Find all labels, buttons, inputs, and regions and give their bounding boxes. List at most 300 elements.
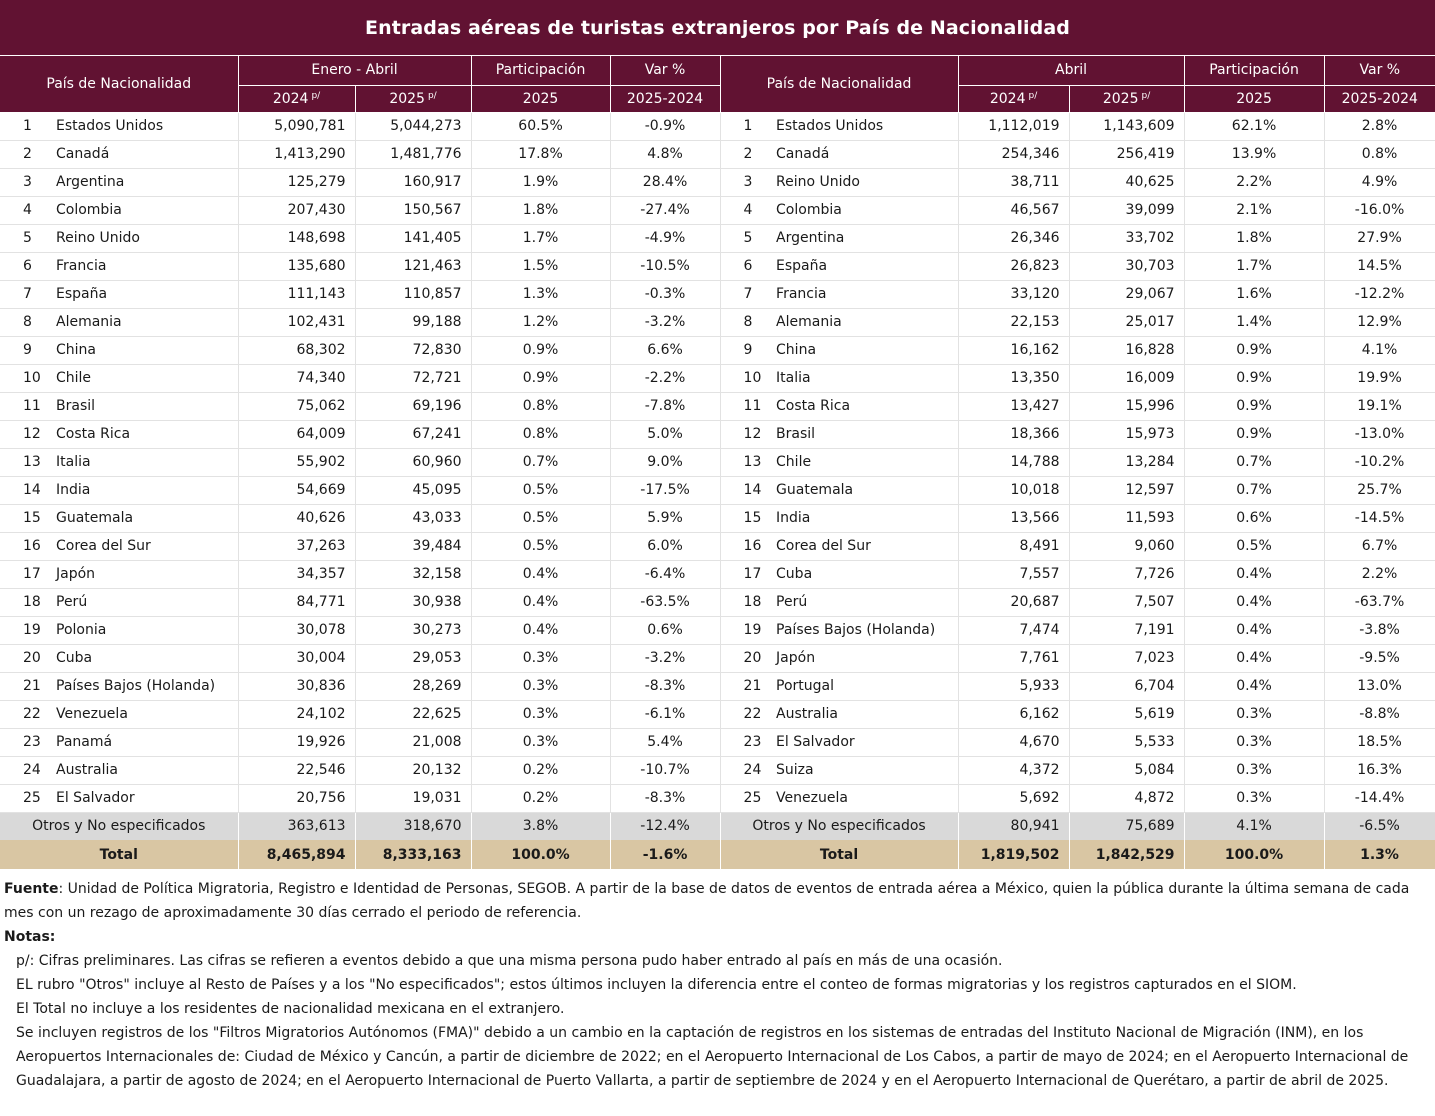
country-cell-left: Francia xyxy=(52,252,238,280)
variation-cell-right: -14.4% xyxy=(1324,784,1435,812)
share-cell-left: 0.3% xyxy=(471,728,610,756)
country-cell-right: Corea del Sur xyxy=(772,532,958,560)
country-cell-left: Chile xyxy=(52,364,238,392)
country-cell-left: Alemania xyxy=(52,308,238,336)
value-2024-cell-right: 7,474 xyxy=(958,616,1069,644)
rank-cell-right: 16 xyxy=(720,532,772,560)
rank-cell-left: 16 xyxy=(0,532,52,560)
variation-cell-left: 6.6% xyxy=(610,336,720,364)
variation-cell-left: -10.7% xyxy=(610,756,720,784)
rank-cell-left: 3 xyxy=(0,168,52,196)
value-2024-cell-left: 125,279 xyxy=(238,168,355,196)
value-2025-cell-left: 28,269 xyxy=(355,672,471,700)
table-footer xyxy=(0,812,1435,869)
value-2024-cell-right: 13,566 xyxy=(958,504,1069,532)
header-year-2025-right: 2025 $^{p/}$ xyxy=(1069,85,1184,112)
value-2024-cell-right: 13,350 xyxy=(958,364,1069,392)
share-cell-right: 0.4% xyxy=(1184,560,1324,588)
table-row xyxy=(0,140,1435,168)
rank-cell-left: 21 xyxy=(0,672,52,700)
country-cell-right: India xyxy=(772,504,958,532)
table-row xyxy=(0,448,1435,476)
variation-cell-left: -6.4% xyxy=(610,560,720,588)
source-text: : Unidad de Política Migratoria, Registro e Identidad de Personas, SEGOB. A partir de la base de datos de eventos de entrada aérea a México, quien la pública durante la última semana de cada mes con un rezago de aproximadamente 30 días cerrado el periodo de referencia. xyxy=(4,881,1410,921)
country-cell-left: Perú xyxy=(52,588,238,616)
share-cell-left: 0.2% xyxy=(471,756,610,784)
total-share-right: 100.0% xyxy=(1184,840,1324,869)
country-cell-right: Portugal xyxy=(772,672,958,700)
variation-cell-left: -7.8% xyxy=(610,392,720,420)
share-cell-right: 2.1% xyxy=(1184,196,1324,224)
variation-cell-right: 13.0% xyxy=(1324,672,1435,700)
others-row xyxy=(0,812,1435,840)
header-variation-years-right: 2025-2024 xyxy=(1324,85,1435,112)
notes-section xyxy=(0,869,1435,1093)
country-cell-left: India xyxy=(52,476,238,504)
value-2025-cell-right: 256,419 xyxy=(1069,140,1184,168)
value-2024-cell-left: 74,340 xyxy=(238,364,355,392)
value-2024-cell-left: 1,413,290 xyxy=(238,140,355,168)
variation-cell-left: -8.3% xyxy=(610,784,720,812)
rank-cell-left: 15 xyxy=(0,504,52,532)
header-participation-year-left: 2025 xyxy=(471,85,610,112)
value-2025-cell-right: 1,143,609 xyxy=(1069,112,1184,140)
country-cell-right: España xyxy=(772,252,958,280)
rank-cell-right: 14 xyxy=(720,476,772,504)
value-2024-cell-right: 20,687 xyxy=(958,588,1069,616)
country-cell-left: Estados Unidos xyxy=(52,112,238,140)
rank-cell-right: 21 xyxy=(720,672,772,700)
variation-cell-right: 14.5% xyxy=(1324,252,1435,280)
value-2025-cell-right: 7,023 xyxy=(1069,644,1184,672)
country-cell-left: China xyxy=(52,336,238,364)
value-2024-cell-left: 111,143 xyxy=(238,280,355,308)
value-2025-cell-left: 45,095 xyxy=(355,476,471,504)
total-label-right: Total xyxy=(720,840,958,869)
share-cell-right: 0.3% xyxy=(1184,784,1324,812)
share-cell-right: 0.7% xyxy=(1184,448,1324,476)
rank-cell-left: 13 xyxy=(0,448,52,476)
value-2025-cell-right: 12,597 xyxy=(1069,476,1184,504)
others-var-left: -12.4% xyxy=(610,812,720,840)
share-cell-left: 0.3% xyxy=(471,644,610,672)
variation-cell-right: -10.2% xyxy=(1324,448,1435,476)
rank-cell-right: 5 xyxy=(720,224,772,252)
variation-cell-left: 28.4% xyxy=(610,168,720,196)
share-cell-right: 0.3% xyxy=(1184,700,1324,728)
value-2025-cell-left: 99,188 xyxy=(355,308,471,336)
rank-cell-right: 24 xyxy=(720,756,772,784)
value-2025-cell-left: 110,857 xyxy=(355,280,471,308)
value-2024-cell-right: 38,711 xyxy=(958,168,1069,196)
header-participation-left: Participación xyxy=(471,56,610,85)
share-cell-right: 0.4% xyxy=(1184,644,1324,672)
value-2024-cell-right: 4,372 xyxy=(958,756,1069,784)
variation-cell-left: 6.0% xyxy=(610,532,720,560)
value-2025-cell-right: 6,704 xyxy=(1069,672,1184,700)
value-2024-cell-right: 7,761 xyxy=(958,644,1069,672)
variation-cell-right: 2.2% xyxy=(1324,560,1435,588)
value-2025-cell-right: 5,619 xyxy=(1069,700,1184,728)
others-2025-right: 75,689 xyxy=(1069,812,1184,840)
value-2025-cell-right: 11,593 xyxy=(1069,504,1184,532)
rank-cell-left: 24 xyxy=(0,756,52,784)
rank-cell-left: 5 xyxy=(0,224,52,252)
share-cell-right: 0.9% xyxy=(1184,420,1324,448)
country-cell-right: Argentina xyxy=(772,224,958,252)
country-cell-right: Francia xyxy=(772,280,958,308)
country-cell-left: Brasil xyxy=(52,392,238,420)
rank-cell-left: 25 xyxy=(0,784,52,812)
share-cell-left: 1.7% xyxy=(471,224,610,252)
others-share-right: 4.1% xyxy=(1184,812,1324,840)
note-item: p/: Cifras preliminares. Las cifras se refieren a eventos debido a que una misma persona pudo haber entrado al país en más de una ocasión. xyxy=(16,953,1003,969)
country-cell-right: Cuba xyxy=(772,560,958,588)
value-2024-cell-left: 207,430 xyxy=(238,196,355,224)
value-2025-cell-right: 7,726 xyxy=(1069,560,1184,588)
rank-cell-left: 8 xyxy=(0,308,52,336)
prelim-mark: p/ xyxy=(1141,90,1151,101)
rank-cell-right: 19 xyxy=(720,616,772,644)
share-cell-right: 0.4% xyxy=(1184,616,1324,644)
country-cell-left: Países Bajos (Holanda) xyxy=(52,672,238,700)
share-cell-right: 13.9% xyxy=(1184,140,1324,168)
note-item: El Total no incluye a los residentes de nacionalidad mexicana en el extranjero. xyxy=(16,1001,565,1017)
variation-cell-left: 9.0% xyxy=(610,448,720,476)
total-var-right: 1.3% xyxy=(1324,840,1435,869)
table-row xyxy=(0,224,1435,252)
country-cell-right: Italia xyxy=(772,364,958,392)
value-2024-cell-left: 40,626 xyxy=(238,504,355,532)
note-item: Se incluyen registros de los "Filtros Migratorios Autónomos (FMA)" debido a un cambio en la captación de registros en los sistemas de entradas del Instituto Nacional de Migración (INM), en los Aeropuertos Internacionales de: Ciudad de México y Cancún, a partir de diciembre de 2022; en el Aeropuerto Internacional de Los Cabos, a partir de mayo de 2024; en el Aeropuerto Internacional de Guadalajara, a partir de agosto de 2024; en el Aeropuerto Internacional de Puerto Vallarta, a partir de septiembre de 2024 y en el Aeropuerto Internacional de Querétaro, a partir de abril de 2025. xyxy=(16,1025,1409,1089)
value-2024-cell-right: 16,162 xyxy=(958,336,1069,364)
header-country-left: País de Nacionalidad xyxy=(0,56,238,112)
value-2024-cell-right: 4,670 xyxy=(958,728,1069,756)
share-cell-left: 1.5% xyxy=(471,252,610,280)
rank-cell-left: 17 xyxy=(0,560,52,588)
rank-cell-right: 25 xyxy=(720,784,772,812)
country-cell-right: Guatemala xyxy=(772,476,958,504)
share-cell-left: 0.4% xyxy=(471,616,610,644)
table-row xyxy=(0,420,1435,448)
variation-cell-right: -13.0% xyxy=(1324,420,1435,448)
variation-cell-left: -8.3% xyxy=(610,672,720,700)
country-cell-left: Japón xyxy=(52,560,238,588)
value-2025-cell-right: 33,702 xyxy=(1069,224,1184,252)
value-2025-cell-right: 16,009 xyxy=(1069,364,1184,392)
others-label-left: Otros y No especificados xyxy=(0,812,238,840)
country-cell-left: Australia xyxy=(52,756,238,784)
share-cell-right: 0.3% xyxy=(1184,728,1324,756)
rank-cell-right: 17 xyxy=(720,560,772,588)
tourist-arrivals-table xyxy=(0,56,1435,869)
note-item: EL rubro "Otros" incluye al Resto de Países y a los "No especificados"; estos últimos incluyen la diferencia entre el conteo de formas migratorias y los registros capturados en el SIOM. xyxy=(16,977,1297,993)
rank-cell-left: 4 xyxy=(0,196,52,224)
rank-cell-right: 12 xyxy=(720,420,772,448)
value-2024-cell-right: 10,018 xyxy=(958,476,1069,504)
others-2024-right: 80,941 xyxy=(958,812,1069,840)
rank-cell-right: 8 xyxy=(720,308,772,336)
others-2024-left: 363,613 xyxy=(238,812,355,840)
variation-cell-right: 6.7% xyxy=(1324,532,1435,560)
share-cell-left: 60.5% xyxy=(471,112,610,140)
variation-cell-right: 4.9% xyxy=(1324,168,1435,196)
value-2024-cell-left: 54,669 xyxy=(238,476,355,504)
country-cell-left: España xyxy=(52,280,238,308)
share-cell-left: 0.5% xyxy=(471,476,610,504)
share-cell-left: 0.4% xyxy=(471,560,610,588)
country-cell-left: Venezuela xyxy=(52,700,238,728)
value-2024-cell-right: 1,112,019 xyxy=(958,112,1069,140)
value-2025-cell-left: 1,481,776 xyxy=(355,140,471,168)
share-cell-right: 0.9% xyxy=(1184,392,1324,420)
value-2025-cell-left: 30,938 xyxy=(355,588,471,616)
source-key: Fuente xyxy=(4,881,59,897)
header-variation-right: Var % xyxy=(1324,56,1435,85)
value-2024-cell-right: 33,120 xyxy=(958,280,1069,308)
header-year-2024-right: 2024 $^{p/}$ xyxy=(958,85,1069,112)
header-year-2024-left: 2024 $^{p/}$ xyxy=(238,85,355,112)
value-2025-cell-left: 19,031 xyxy=(355,784,471,812)
country-cell-left: Italia xyxy=(52,448,238,476)
value-2024-cell-right: 18,366 xyxy=(958,420,1069,448)
rank-cell-right: 6 xyxy=(720,252,772,280)
header-year-2025-left: 2025 $^{p/}$ xyxy=(355,85,471,112)
total-row xyxy=(0,840,1435,869)
rank-cell-right: 18 xyxy=(720,588,772,616)
value-2025-cell-left: 43,033 xyxy=(355,504,471,532)
rank-cell-right: 7 xyxy=(720,280,772,308)
share-cell-right: 0.9% xyxy=(1184,364,1324,392)
share-cell-left: 0.8% xyxy=(471,392,610,420)
value-2025-cell-right: 9,060 xyxy=(1069,532,1184,560)
value-2024-cell-left: 30,836 xyxy=(238,672,355,700)
share-cell-right: 1.8% xyxy=(1184,224,1324,252)
table-row xyxy=(0,168,1435,196)
variation-cell-left: -0.3% xyxy=(610,280,720,308)
value-2024-cell-left: 102,431 xyxy=(238,308,355,336)
total-2024-right: 1,819,502 xyxy=(958,840,1069,869)
table-row xyxy=(0,756,1435,784)
header-participation-year-right: 2025 xyxy=(1184,85,1324,112)
rank-cell-left: 18 xyxy=(0,588,52,616)
table-row xyxy=(0,700,1435,728)
value-2024-cell-left: 37,263 xyxy=(238,532,355,560)
total-2025-right: 1,842,529 xyxy=(1069,840,1184,869)
total-share-left: 100.0% xyxy=(471,840,610,869)
variation-cell-left: -2.2% xyxy=(610,364,720,392)
share-cell-left: 0.3% xyxy=(471,672,610,700)
value-2025-cell-right: 5,533 xyxy=(1069,728,1184,756)
value-2025-cell-left: 72,830 xyxy=(355,336,471,364)
value-2025-cell-left: 121,463 xyxy=(355,252,471,280)
value-2025-cell-left: 141,405 xyxy=(355,224,471,252)
value-2025-cell-right: 16,828 xyxy=(1069,336,1184,364)
share-cell-left: 0.5% xyxy=(471,504,610,532)
rank-cell-right: 4 xyxy=(720,196,772,224)
value-2024-cell-right: 5,933 xyxy=(958,672,1069,700)
share-cell-left: 0.2% xyxy=(471,784,610,812)
share-cell-left: 1.8% xyxy=(471,196,610,224)
country-cell-right: Suiza xyxy=(772,756,958,784)
variation-cell-left: -3.2% xyxy=(610,308,720,336)
variation-cell-right: -9.5% xyxy=(1324,644,1435,672)
table-row xyxy=(0,476,1435,504)
value-2024-cell-right: 7,557 xyxy=(958,560,1069,588)
variation-cell-left: -6.1% xyxy=(610,700,720,728)
value-2025-cell-left: 39,484 xyxy=(355,532,471,560)
variation-cell-left: -0.9% xyxy=(610,112,720,140)
table-row xyxy=(0,336,1435,364)
rank-cell-right: 1 xyxy=(720,112,772,140)
country-cell-right: Japón xyxy=(772,644,958,672)
rank-cell-right: 22 xyxy=(720,700,772,728)
share-cell-right: 1.6% xyxy=(1184,280,1324,308)
variation-cell-right: 25.7% xyxy=(1324,476,1435,504)
value-2024-cell-right: 8,491 xyxy=(958,532,1069,560)
share-cell-left: 0.4% xyxy=(471,588,610,616)
variation-cell-right: 19.1% xyxy=(1324,392,1435,420)
value-2025-cell-right: 39,099 xyxy=(1069,196,1184,224)
value-2024-cell-left: 19,926 xyxy=(238,728,355,756)
value-2025-cell-right: 30,703 xyxy=(1069,252,1184,280)
header-variation-left: Var % xyxy=(610,56,720,85)
value-2025-cell-left: 29,053 xyxy=(355,644,471,672)
share-cell-left: 0.8% xyxy=(471,420,610,448)
variation-cell-left: 5.0% xyxy=(610,420,720,448)
value-2024-cell-left: 68,302 xyxy=(238,336,355,364)
others-label-right: Otros y No especificados xyxy=(720,812,958,840)
page-title: Entradas aéreas de turistas extranjeros por País de Nacionalidad xyxy=(0,0,1435,56)
value-2025-cell-left: 60,960 xyxy=(355,448,471,476)
variation-cell-right: -8.8% xyxy=(1324,700,1435,728)
variation-cell-right: -63.7% xyxy=(1324,588,1435,616)
value-2025-cell-left: 69,196 xyxy=(355,392,471,420)
value-2025-cell-left: 30,273 xyxy=(355,616,471,644)
table-row xyxy=(0,364,1435,392)
variation-cell-left: -17.5% xyxy=(610,476,720,504)
value-2024-cell-right: 46,567 xyxy=(958,196,1069,224)
value-2024-cell-right: 14,788 xyxy=(958,448,1069,476)
variation-cell-left: -10.5% xyxy=(610,252,720,280)
value-2024-cell-right: 254,346 xyxy=(958,140,1069,168)
rank-cell-left: 2 xyxy=(0,140,52,168)
share-cell-right: 1.7% xyxy=(1184,252,1324,280)
variation-cell-right: 18.5% xyxy=(1324,728,1435,756)
variation-cell-right: -14.5% xyxy=(1324,504,1435,532)
value-2025-cell-right: 29,067 xyxy=(1069,280,1184,308)
total-2025-left: 8,333,163 xyxy=(355,840,471,869)
value-2024-cell-right: 5,692 xyxy=(958,784,1069,812)
rank-cell-left: 1 xyxy=(0,112,52,140)
share-cell-left: 0.3% xyxy=(471,700,610,728)
country-cell-left: Guatemala xyxy=(52,504,238,532)
value-2024-cell-right: 26,823 xyxy=(958,252,1069,280)
value-2024-cell-right: 26,346 xyxy=(958,224,1069,252)
prelim-mark: p/ xyxy=(1028,90,1038,101)
value-2025-cell-right: 15,996 xyxy=(1069,392,1184,420)
table-row xyxy=(0,560,1435,588)
prelim-mark: p/ xyxy=(311,90,321,101)
value-2025-cell-right: 7,191 xyxy=(1069,616,1184,644)
value-2024-cell-left: 55,902 xyxy=(238,448,355,476)
table-row xyxy=(0,616,1435,644)
table-row xyxy=(0,196,1435,224)
rank-cell-left: 6 xyxy=(0,252,52,280)
share-cell-right: 0.6% xyxy=(1184,504,1324,532)
value-2024-cell-right: 22,153 xyxy=(958,308,1069,336)
rank-cell-right: 11 xyxy=(720,392,772,420)
country-cell-left: Polonia xyxy=(52,616,238,644)
table-row xyxy=(0,392,1435,420)
value-2024-cell-left: 64,009 xyxy=(238,420,355,448)
value-2024-cell-left: 75,062 xyxy=(238,392,355,420)
variation-cell-left: 0.6% xyxy=(610,616,720,644)
variation-cell-left: 4.8% xyxy=(610,140,720,168)
value-2025-cell-right: 5,084 xyxy=(1069,756,1184,784)
notes-title: Notas: xyxy=(4,929,56,945)
table-row xyxy=(0,532,1435,560)
variation-cell-right: -12.2% xyxy=(1324,280,1435,308)
share-cell-left: 0.5% xyxy=(471,532,610,560)
table-row xyxy=(0,308,1435,336)
rank-cell-right: 9 xyxy=(720,336,772,364)
variation-cell-left: -3.2% xyxy=(610,644,720,672)
country-cell-left: Costa Rica xyxy=(52,420,238,448)
value-2025-cell-left: 160,917 xyxy=(355,168,471,196)
others-share-left: 3.8% xyxy=(471,812,610,840)
country-cell-right: El Salvador xyxy=(772,728,958,756)
value-2025-cell-right: 13,284 xyxy=(1069,448,1184,476)
table-row xyxy=(0,252,1435,280)
value-2025-cell-right: 4,872 xyxy=(1069,784,1184,812)
value-2024-cell-left: 20,756 xyxy=(238,784,355,812)
table-header xyxy=(0,56,1435,112)
value-2025-cell-left: 22,625 xyxy=(355,700,471,728)
share-cell-right: 1.4% xyxy=(1184,308,1324,336)
country-cell-right: China xyxy=(772,336,958,364)
country-cell-right: Canadá xyxy=(772,140,958,168)
rank-cell-left: 12 xyxy=(0,420,52,448)
value-2024-cell-left: 34,357 xyxy=(238,560,355,588)
variation-cell-right: 4.1% xyxy=(1324,336,1435,364)
value-2025-cell-left: 72,721 xyxy=(355,364,471,392)
share-cell-right: 0.4% xyxy=(1184,672,1324,700)
table-row xyxy=(0,728,1435,756)
share-cell-left: 0.9% xyxy=(471,336,610,364)
value-2025-cell-left: 5,044,273 xyxy=(355,112,471,140)
country-cell-left: Corea del Sur xyxy=(52,532,238,560)
value-2024-cell-right: 6,162 xyxy=(958,700,1069,728)
table-row xyxy=(0,112,1435,140)
country-cell-left: Colombia xyxy=(52,196,238,224)
variation-cell-right: 12.9% xyxy=(1324,308,1435,336)
share-cell-right: 2.2% xyxy=(1184,168,1324,196)
value-2024-cell-left: 30,004 xyxy=(238,644,355,672)
country-cell-right: Reino Unido xyxy=(772,168,958,196)
share-cell-left: 0.7% xyxy=(471,448,610,476)
value-2024-cell-left: 30,078 xyxy=(238,616,355,644)
country-cell-right: Brasil xyxy=(772,420,958,448)
table-row xyxy=(0,280,1435,308)
value-2025-cell-right: 40,625 xyxy=(1069,168,1184,196)
country-cell-right: Alemania xyxy=(772,308,958,336)
value-2024-cell-left: 5,090,781 xyxy=(238,112,355,140)
country-cell-right: Australia xyxy=(772,700,958,728)
rank-cell-left: 22 xyxy=(0,700,52,728)
rank-cell-right: 2 xyxy=(720,140,772,168)
variation-cell-right: -3.8% xyxy=(1324,616,1435,644)
